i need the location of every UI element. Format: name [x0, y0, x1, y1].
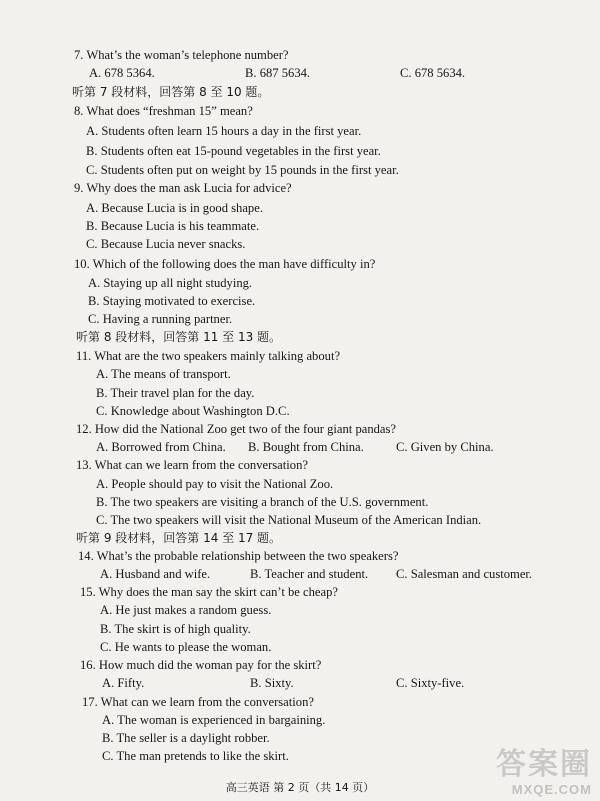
- option-c: C. Sixty-five.: [396, 676, 465, 690]
- section-instruction-7: 听第 7 段材料，回答第 8 至 10 题。: [72, 85, 270, 99]
- question-7-options: [0, 65, 600, 81]
- question-8-option-a: A. Students often learn 15 hours a day in the first year.: [86, 124, 362, 138]
- question-13-option-a: A. People should pay to visit the National Zoo.: [96, 477, 334, 491]
- option-a: A. Fifty.: [102, 676, 145, 690]
- question-15-option-a: A. He just makes a random guess.: [100, 603, 272, 617]
- option-a: A. 678 5364.: [89, 66, 155, 80]
- question-12-stem: 12. How did the National Zoo get two of the four giant pandas?: [76, 422, 397, 436]
- question-15-option-b: B. The skirt is of high quality.: [100, 622, 251, 636]
- question-15-stem: 15. Why does the man say the skirt can’t be cheap?: [80, 585, 338, 599]
- question-14-options: [0, 566, 600, 582]
- section-instruction-9: 听第 9 段材料，回答第 14 至 17 题。: [76, 531, 282, 545]
- question-11-option-b: B. Their travel plan for the day.: [96, 386, 255, 400]
- question-8-option-c: C. Students often put on weight by 15 pounds in the first year.: [86, 163, 399, 177]
- watermark-han-text: 答案圈: [496, 747, 592, 782]
- question-17-option-c: C. The man pretends to like the skirt.: [102, 749, 289, 763]
- option-c: C. 678 5634.: [400, 66, 466, 80]
- question-17-stem: 17. What can we learn from the conversation?: [82, 695, 314, 709]
- question-13-stem: 13. What can we learn from the conversation?: [76, 458, 308, 472]
- question-12-options: [0, 439, 600, 455]
- question-7-stem: 7. What’s the woman’s telephone number?: [74, 48, 289, 62]
- option-b: B. Teacher and student.: [250, 567, 369, 581]
- option-c: C. Salesman and customer.: [396, 567, 533, 581]
- question-11-stem: 11. What are the two speakers mainly talking about?: [76, 349, 341, 363]
- option-a: A. Husband and wife.: [100, 567, 211, 581]
- question-10-option-c: C. Having a running partner.: [88, 312, 233, 326]
- site-watermark: [454, 739, 592, 797]
- question-9-option-c: C. Because Lucia never snacks.: [86, 237, 246, 251]
- question-16-options: [0, 675, 600, 691]
- watermark-site-text: MXQE.COM: [511, 782, 592, 797]
- question-17-option-b: B. The seller is a daylight robber.: [102, 731, 270, 745]
- option-c: C. Given by China.: [396, 440, 494, 454]
- question-9-option-b: B. Because Lucia is his teammate.: [86, 219, 260, 233]
- question-15-option-c: C. He wants to please the woman.: [100, 640, 272, 654]
- option-b: B. Bought from China.: [248, 440, 364, 454]
- question-13-option-b: B. The two speakers are visiting a branch of the U.S. government.: [96, 495, 429, 509]
- question-11-option-c: C. Knowledge about Washington D.C.: [96, 404, 290, 418]
- question-8-option-b: B. Students often eat 15-pound vegetables in the first year.: [86, 144, 381, 158]
- question-16-stem: 16. How much did the woman pay for the skirt?: [80, 658, 322, 672]
- question-10-option-b: B. Staying motivated to exercise.: [88, 294, 256, 308]
- question-8-stem: 8. What does “freshman 15” mean?: [74, 104, 253, 118]
- page-footer: 高三英语 第 2 页（共 14 页）: [225, 781, 375, 794]
- option-b: B. Sixty.: [250, 676, 294, 690]
- option-b: B. 687 5634.: [245, 66, 311, 80]
- section-instruction-8: 听第 8 段材料，回答第 11 至 13 题。: [76, 330, 282, 344]
- question-9-stem: 9. Why does the man ask Lucia for advice?: [74, 181, 292, 195]
- question-13-option-c: C. The two speakers will visit the National Museum of the American Indian.: [96, 513, 482, 527]
- question-10-option-a: A. Staying up all night studying.: [88, 276, 253, 290]
- question-10-stem: 10. Which of the following does the man have difficulty in?: [74, 257, 376, 271]
- question-14-stem: 14. What’s the probable relationship between the two speakers?: [78, 549, 399, 563]
- question-9-option-a: A. Because Lucia is in good shape.: [86, 201, 263, 215]
- option-a: A. Borrowed from China.: [96, 440, 226, 454]
- question-17-option-a: A. The woman is experienced in bargaining.: [102, 713, 326, 727]
- question-11-option-a: A. The means of transport.: [96, 367, 231, 381]
